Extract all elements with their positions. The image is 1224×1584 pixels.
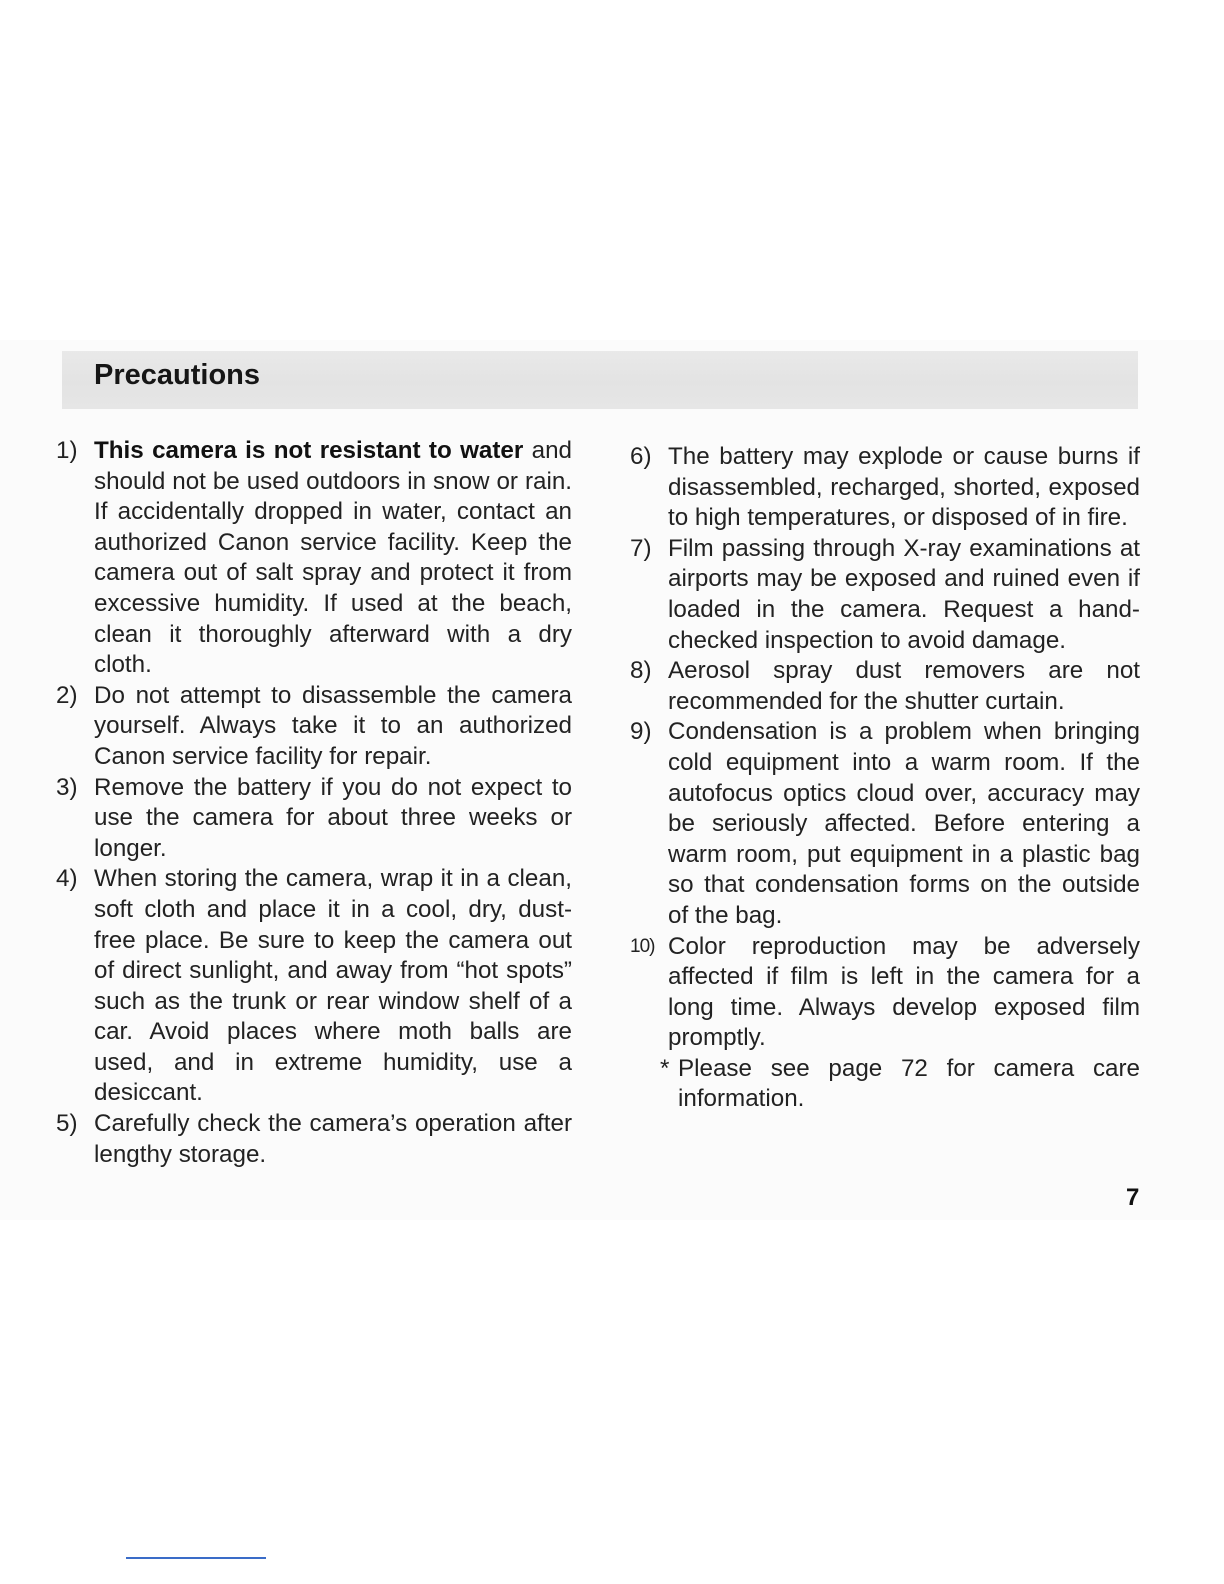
- item-number: 3): [56, 773, 78, 801]
- care-note: [630, 1054, 1140, 1115]
- item-number: 4): [56, 865, 78, 893]
- precaution-item-9: [630, 717, 1140, 931]
- item-number: 8): [630, 657, 652, 685]
- section-header: [62, 351, 1138, 409]
- left-column: [56, 436, 572, 1170]
- item-text: Condensation is a problem when bringing cold equipment into a warm room. If the autofocus optics cloud over, accuracy may be seriously affected. Before entering a warm room, put equipment in a plastic bag so that condensation forms on the outside of the bag.: [668, 718, 1140, 929]
- item-text: When storing the camera, wrap it in a clean, soft cloth and place it in a cool, dry, dust-free place. Be sure to keep the camera out of direct sunlight, and away from “hot spots” such as the trunk or rear window shelf of a car. Avoid places where moth balls are used, and in extreme humidity, use a desiccant.: [94, 865, 572, 1107]
- page-title: Precautions: [94, 359, 260, 391]
- item-number: 9): [630, 718, 652, 746]
- item-text: Do not attempt to disassemble the camera yourself. Always take it to an authorized Canon service facility for repair.: [94, 681, 572, 770]
- precaution-item-7: [630, 534, 1140, 656]
- item-number: 2): [56, 681, 78, 709]
- note-text: Please see page 72 for camera care information.: [678, 1054, 1140, 1113]
- precaution-item-3: [56, 773, 572, 865]
- item-number: 7): [630, 534, 652, 562]
- precaution-item-4: [56, 864, 572, 1109]
- item-text: and should not be used outdoors in snow or rain. If accidentally dropped in water, contact an authorized Canon service facility. Keep the camera out of salt spray and protect it from excessive humidity. If used at the beach, clean it thoroughly afterward with a dry cloth.: [94, 437, 573, 679]
- item-number: 6): [630, 443, 652, 470]
- precaution-item-2: [56, 681, 572, 773]
- item-text: The battery may explode or cause burns if disassembled, recharged, shorted, exposed to high temperatures, or disposed of in fire.: [668, 443, 1140, 532]
- asterisk-marker: *: [660, 1054, 670, 1082]
- item-number: 1): [56, 437, 78, 464]
- page-number: 7: [1126, 1184, 1140, 1211]
- item-text: Film passing through X-ray examinations at airports may be exposed and ruined even if loaded in the camera. Request a hand-checked inspection to avoid damage.: [668, 534, 1140, 654]
- item-lead-text: This camera is not resistant to water: [94, 437, 524, 464]
- item-number: 5): [56, 1110, 78, 1138]
- precaution-item-10: [630, 932, 1140, 1054]
- precaution-item-5: [56, 1109, 572, 1170]
- precaution-item-6: [630, 442, 1140, 534]
- footer-divider: [126, 1557, 266, 1559]
- item-text: Carefully check the camera’s operation after lengthy storage.: [94, 1110, 572, 1168]
- precaution-item-1: [56, 436, 572, 681]
- right-column: [630, 442, 1140, 1115]
- item-number: 10): [630, 935, 655, 957]
- item-text: Aerosol spray dust removers are not recommended for the shutter curtain.: [668, 657, 1140, 715]
- item-text: Color reproduction may be adversely affected if film is left in the camera for a long time. Always develop exposed film promptly.: [668, 932, 1140, 1052]
- item-text: Remove the battery if you do not expect to use the camera for about three weeks or longer.: [94, 773, 572, 862]
- precaution-item-8: [630, 656, 1140, 717]
